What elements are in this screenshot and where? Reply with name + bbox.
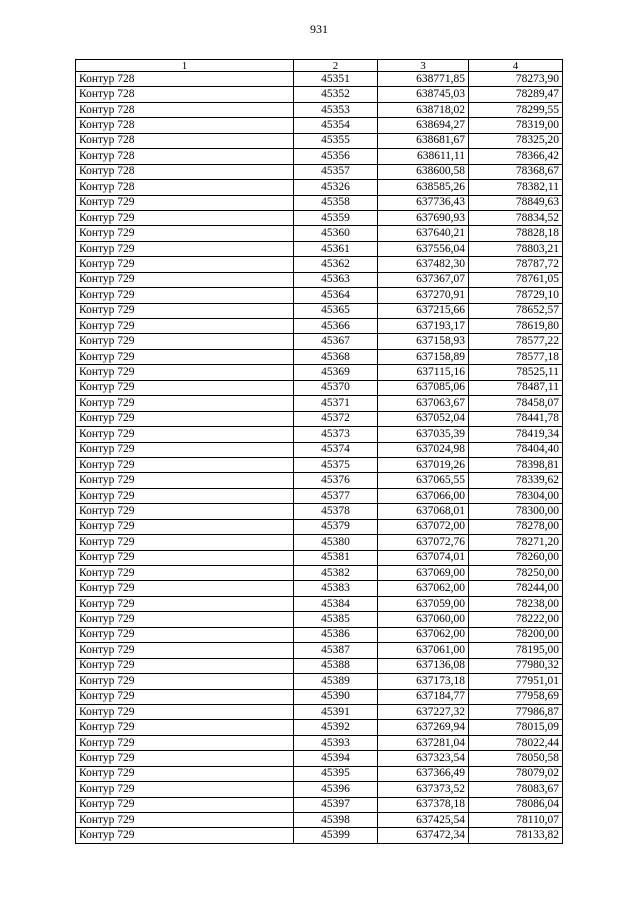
contour-cell: Контур 729 [76,319,294,334]
contour-cell: Контур 729 [76,643,294,658]
table-row [76,334,563,349]
contour-cell: Контур 729 [76,535,294,550]
contour-cell: Контур 729 [76,720,294,735]
point-number-cell: 45364 [294,288,378,303]
point-number-cell: 45370 [294,380,378,395]
point-number-cell: 45384 [294,596,378,611]
point-number-cell: 45395 [294,766,378,781]
y-coordinate-cell: 78304,00 [469,488,563,503]
x-coordinate-cell: 637323,54 [378,751,469,766]
point-number-cell: 45376 [294,473,378,488]
point-number-cell: 45359 [294,210,378,225]
contour-cell: Контур 728 [76,102,294,117]
table-row [76,442,563,457]
y-coordinate-cell: 78300,00 [469,504,563,519]
y-coordinate-cell: 78260,00 [469,550,563,565]
y-coordinate-cell: 77986,87 [469,704,563,719]
contour-cell: Контур 729 [76,396,294,411]
x-coordinate-cell: 637072,76 [378,535,469,550]
table-row [76,396,563,411]
column-header-2: 2 [294,60,378,72]
y-coordinate-cell: 78525,11 [469,365,563,380]
y-coordinate-cell: 78619,80 [469,319,563,334]
y-coordinate-cell: 78729,10 [469,288,563,303]
table-row [76,566,563,581]
table-row [76,550,563,565]
x-coordinate-cell: 637269,94 [378,720,469,735]
x-coordinate-cell: 637019,26 [378,457,469,472]
point-number-cell: 45379 [294,519,378,534]
table-row [76,72,563,87]
table-row [76,643,563,658]
y-coordinate-cell: 78382,11 [469,180,563,195]
table-row [76,751,563,766]
x-coordinate-cell: 638718,02 [378,102,469,117]
table-row [76,319,563,334]
contour-cell: Контур 729 [76,257,294,272]
x-coordinate-cell: 637024,98 [378,442,469,457]
y-coordinate-cell: 78244,00 [469,581,563,596]
point-number-cell: 45361 [294,241,378,256]
x-coordinate-cell: 637281,04 [378,735,469,750]
y-coordinate-cell: 78222,00 [469,612,563,627]
y-coordinate-cell: 78366,42 [469,149,563,164]
table-row [76,720,563,735]
x-coordinate-cell: 637065,55 [378,473,469,488]
x-coordinate-cell: 637069,00 [378,566,469,581]
y-coordinate-cell: 78368,67 [469,164,563,179]
table-row [76,782,563,797]
point-number-cell: 45375 [294,457,378,472]
point-number-cell: 45369 [294,365,378,380]
column-header-1: 1 [76,60,294,72]
contour-cell: Контур 729 [76,766,294,781]
x-coordinate-cell: 637063,67 [378,396,469,411]
x-coordinate-cell: 637115,16 [378,365,469,380]
contour-cell: Контур 728 [76,133,294,148]
x-coordinate-cell: 637227,32 [378,704,469,719]
y-coordinate-cell: 78761,05 [469,272,563,287]
y-coordinate-cell: 78273,90 [469,72,563,87]
y-coordinate-cell: 78299,55 [469,102,563,117]
point-number-cell: 45371 [294,396,378,411]
table-row [76,349,563,364]
contour-cell: Контур 729 [76,442,294,457]
y-coordinate-cell: 78577,18 [469,349,563,364]
contour-cell: Контур 729 [76,349,294,364]
contour-cell: Контур 729 [76,272,294,287]
x-coordinate-cell: 637367,07 [378,272,469,287]
point-number-cell: 45352 [294,87,378,102]
table-row [76,689,563,704]
y-coordinate-cell: 77958,69 [469,689,563,704]
x-coordinate-cell: 637173,18 [378,674,469,689]
contour-cell: Контур 729 [76,519,294,534]
point-number-cell: 45377 [294,488,378,503]
x-coordinate-cell: 637425,54 [378,813,469,828]
contour-cell: Контур 729 [76,813,294,828]
table-row [76,102,563,117]
x-coordinate-cell: 638611,11 [378,149,469,164]
x-coordinate-cell: 637072,00 [378,519,469,534]
contour-cell: Контур 729 [76,581,294,596]
table-row [76,427,563,442]
point-number-cell: 45366 [294,319,378,334]
y-coordinate-cell: 78110,07 [469,813,563,828]
contour-cell: Контур 728 [76,164,294,179]
point-number-cell: 45381 [294,550,378,565]
table-row [76,164,563,179]
point-number-cell: 45390 [294,689,378,704]
point-number-cell: 45374 [294,442,378,457]
contour-cell: Контур 729 [76,334,294,349]
point-number-cell: 45398 [294,813,378,828]
contour-cell: Контур 729 [76,195,294,210]
point-number-cell: 45388 [294,658,378,673]
point-number-cell: 45394 [294,751,378,766]
contour-cell: Контур 729 [76,689,294,704]
point-number-cell: 45363 [294,272,378,287]
y-coordinate-cell: 78652,57 [469,303,563,318]
table-row [76,210,563,225]
y-coordinate-cell: 78250,00 [469,566,563,581]
table-row [76,457,563,472]
contour-cell: Контур 729 [76,782,294,797]
y-coordinate-cell: 78086,04 [469,797,563,812]
point-number-cell: 45396 [294,782,378,797]
y-coordinate-cell: 78319,00 [469,118,563,133]
point-number-cell: 45386 [294,627,378,642]
point-number-cell: 45351 [294,72,378,87]
contour-cell: Контур 729 [76,488,294,503]
contour-cell: Контур 728 [76,72,294,87]
contour-cell: Контур 729 [76,504,294,519]
contour-cell: Контур 729 [76,704,294,719]
table-row [76,226,563,241]
contour-cell: Контур 729 [76,380,294,395]
y-coordinate-cell: 78398,81 [469,457,563,472]
point-number-cell: 45389 [294,674,378,689]
contour-cell: Контур 729 [76,427,294,442]
table-row [76,828,563,843]
table-body [76,72,563,844]
x-coordinate-cell: 637136,08 [378,658,469,673]
table-row [76,288,563,303]
page-number: 931 [310,22,328,36]
table-row [76,813,563,828]
y-coordinate-cell: 78200,00 [469,627,563,642]
x-coordinate-cell: 637640,21 [378,226,469,241]
y-coordinate-cell: 78050,58 [469,751,563,766]
table-row [76,627,563,642]
y-coordinate-cell: 78803,21 [469,241,563,256]
y-coordinate-cell: 77951,01 [469,674,563,689]
table-row [76,596,563,611]
y-coordinate-cell: 78787,72 [469,257,563,272]
x-coordinate-cell: 637085,06 [378,380,469,395]
y-coordinate-cell: 78458,07 [469,396,563,411]
contour-cell: Контур 729 [76,457,294,472]
x-coordinate-cell: 637061,00 [378,643,469,658]
x-coordinate-cell: 637158,89 [378,349,469,364]
x-coordinate-cell: 638681,67 [378,133,469,148]
contour-cell: Контур 729 [76,226,294,241]
point-number-cell: 45354 [294,118,378,133]
y-coordinate-cell: 78849,63 [469,195,563,210]
table-row [76,488,563,503]
x-coordinate-cell: 637556,04 [378,241,469,256]
table-row [76,195,563,210]
y-coordinate-cell: 78278,00 [469,519,563,534]
table-row [76,766,563,781]
y-coordinate-cell: 78022,44 [469,735,563,750]
y-coordinate-cell: 78289,47 [469,87,563,102]
table-row [76,674,563,689]
x-coordinate-cell: 637472,34 [378,828,469,843]
point-number-cell: 45365 [294,303,378,318]
contour-cell: Контур 729 [76,658,294,673]
y-coordinate-cell: 78133,82 [469,828,563,843]
table-row [76,365,563,380]
x-coordinate-cell: 637184,77 [378,689,469,704]
table-row [76,519,563,534]
contour-cell: Контур 729 [76,550,294,565]
table-row [76,658,563,673]
x-coordinate-cell: 637193,17 [378,319,469,334]
table-row [76,380,563,395]
table-row [76,87,563,102]
x-coordinate-cell: 638600,58 [378,164,469,179]
contour-cell: Контур 729 [76,365,294,380]
table-row [76,149,563,164]
y-coordinate-cell: 78404,40 [469,442,563,457]
x-coordinate-cell: 637215,66 [378,303,469,318]
x-coordinate-cell: 637270,91 [378,288,469,303]
point-number-cell: 45357 [294,164,378,179]
y-coordinate-cell: 78834,52 [469,210,563,225]
point-number-cell: 45378 [294,504,378,519]
x-coordinate-cell: 637378,18 [378,797,469,812]
table-row [76,504,563,519]
contour-cell: Контур 729 [76,627,294,642]
point-number-cell: 45326 [294,180,378,195]
table-row [76,704,563,719]
point-number-cell: 45397 [294,797,378,812]
point-number-cell: 45382 [294,566,378,581]
x-coordinate-cell: 637690,93 [378,210,469,225]
contour-cell: Контур 728 [76,87,294,102]
y-coordinate-cell: 78419,34 [469,427,563,442]
point-number-cell: 45392 [294,720,378,735]
x-coordinate-cell: 637066,00 [378,488,469,503]
x-coordinate-cell: 637052,04 [378,411,469,426]
table-row [76,735,563,750]
point-number-cell: 45372 [294,411,378,426]
y-coordinate-cell: 78079,02 [469,766,563,781]
contour-cell: Контур 729 [76,612,294,627]
table-row [76,411,563,426]
table-row [76,535,563,550]
contour-cell: Контур 728 [76,180,294,195]
y-coordinate-cell: 78195,00 [469,643,563,658]
contour-cell: Контур 728 [76,149,294,164]
contour-cell: Контур 729 [76,303,294,318]
x-coordinate-cell: 637482,30 [378,257,469,272]
contour-cell: Контур 729 [76,596,294,611]
x-coordinate-cell: 637736,43 [378,195,469,210]
x-coordinate-cell: 637035,39 [378,427,469,442]
point-number-cell: 45387 [294,643,378,658]
table-row [76,473,563,488]
contour-cell: Контур 729 [76,735,294,750]
x-coordinate-cell: 637158,93 [378,334,469,349]
x-coordinate-cell: 637074,01 [378,550,469,565]
table-row [76,133,563,148]
y-coordinate-cell: 78487,11 [469,380,563,395]
y-coordinate-cell: 78339,62 [469,473,563,488]
table-row [76,612,563,627]
contour-cell: Контур 729 [76,797,294,812]
table-row [76,180,563,195]
table-header-row [76,60,563,72]
y-coordinate-cell: 78828,18 [469,226,563,241]
y-coordinate-cell: 78441,78 [469,411,563,426]
x-coordinate-cell: 637068,01 [378,504,469,519]
point-number-cell: 45355 [294,133,378,148]
x-coordinate-cell: 637062,00 [378,581,469,596]
point-number-cell: 45356 [294,149,378,164]
x-coordinate-cell: 638585,26 [378,180,469,195]
point-number-cell: 45385 [294,612,378,627]
contour-cell: Контур 729 [76,210,294,225]
x-coordinate-cell: 638771,85 [378,72,469,87]
y-coordinate-cell: 78083,67 [469,782,563,797]
y-coordinate-cell: 78325,20 [469,133,563,148]
column-header-4: 4 [469,60,563,72]
point-number-cell: 45383 [294,581,378,596]
x-coordinate-cell: 637373,52 [378,782,469,797]
column-header-3: 3 [378,60,469,72]
point-number-cell: 45380 [294,535,378,550]
point-number-cell: 45362 [294,257,378,272]
table-row [76,303,563,318]
contour-cell: Контур 729 [76,566,294,581]
contour-cell: Контур 729 [76,828,294,843]
x-coordinate-cell: 638694,27 [378,118,469,133]
point-number-cell: 45399 [294,828,378,843]
table-row [76,241,563,256]
point-number-cell: 45353 [294,102,378,117]
y-coordinate-cell: 78015,09 [469,720,563,735]
x-coordinate-cell: 637060,00 [378,612,469,627]
point-number-cell: 45360 [294,226,378,241]
point-number-cell: 45393 [294,735,378,750]
contour-cell: Контур 729 [76,473,294,488]
contour-cell: Контур 729 [76,674,294,689]
contour-cell: Контур 728 [76,118,294,133]
x-coordinate-cell: 637366,49 [378,766,469,781]
contour-cell: Контур 729 [76,241,294,256]
point-number-cell: 45373 [294,427,378,442]
table-row [76,257,563,272]
table-row [76,797,563,812]
y-coordinate-cell: 78238,00 [469,596,563,611]
point-number-cell: 45391 [294,704,378,719]
point-number-cell: 45368 [294,349,378,364]
contour-cell: Контур 729 [76,411,294,426]
point-number-cell: 45358 [294,195,378,210]
x-coordinate-cell: 637062,00 [378,627,469,642]
coordinates-table [75,59,563,844]
x-coordinate-cell: 637059,00 [378,596,469,611]
table-row [76,581,563,596]
contour-cell: Контур 729 [76,288,294,303]
table-row [76,118,563,133]
table-row [76,272,563,287]
y-coordinate-cell: 78577,22 [469,334,563,349]
y-coordinate-cell: 78271,20 [469,535,563,550]
x-coordinate-cell: 638745,03 [378,87,469,102]
y-coordinate-cell: 77980,32 [469,658,563,673]
point-number-cell: 45367 [294,334,378,349]
contour-cell: Контур 729 [76,751,294,766]
